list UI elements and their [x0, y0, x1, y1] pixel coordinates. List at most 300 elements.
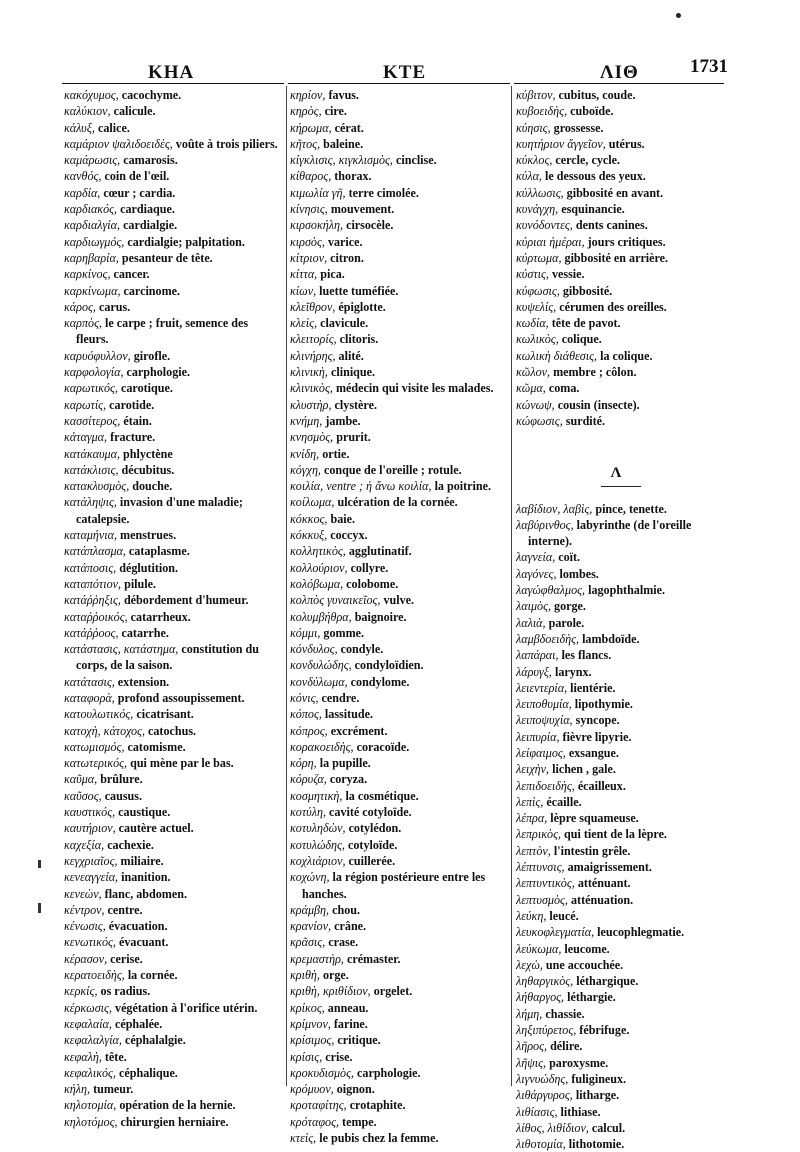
french-gloss: gomme. [323, 625, 365, 640]
greek-term: κατάῤῥηξις, [64, 593, 121, 608]
greek-term: κύλλωσις, [516, 185, 564, 200]
french-gloss: évacuation. [108, 919, 168, 934]
greek-term: ληθαργικὸς, [516, 974, 574, 989]
greek-term: καχεξία, [64, 837, 105, 852]
french-gloss: calice. [97, 120, 130, 135]
glossary-entry [290, 217, 508, 233]
glossary-entry [290, 1065, 508, 1081]
french-gloss: condyloïdien. [354, 658, 424, 673]
greek-term: κατάῤῥοος, [64, 625, 119, 640]
french-gloss: le carpe ; fruit, semence des fleurs. [76, 316, 249, 347]
greek-term: κατωτερικός, [64, 756, 128, 771]
greek-term: κῶμα, [516, 381, 546, 396]
glossary-entry [64, 478, 282, 494]
greek-term: κτεὶς, [290, 1131, 317, 1145]
greek-term: κολπὸς γυναικεῖος, [290, 593, 381, 608]
greek-term: κλινικὴ, [290, 365, 328, 380]
french-gloss: litharge. [575, 1088, 620, 1103]
french-gloss: opération de la hernie. [119, 1098, 236, 1113]
french-gloss: coryza. [329, 772, 368, 787]
glossary-entry [64, 283, 282, 299]
greek-term: κάταγμα, [64, 430, 108, 445]
glossary-entry [516, 1136, 726, 1152]
french-gloss: gibbosité en arrière. [564, 250, 669, 265]
glossary-entry [516, 680, 726, 696]
greek-term: καταμήνια, [64, 528, 117, 543]
greek-term: κυνόδοντες, [516, 218, 573, 233]
glossary-entry [64, 152, 282, 168]
glossary-entry [516, 908, 726, 924]
french-gloss: excrément. [330, 723, 388, 738]
greek-term: λιθίασις, [516, 1104, 558, 1119]
french-gloss: pince, tenette. [595, 501, 667, 516]
french-gloss: douche. [132, 479, 173, 494]
glossary-entry [516, 380, 726, 396]
french-gloss: tumeur. [93, 1082, 134, 1097]
french-gloss: la cosmétique. [345, 788, 419, 803]
glossary-entry [516, 185, 726, 201]
glossary-entry [290, 250, 508, 266]
french-gloss: crâne. [334, 919, 367, 934]
french-gloss: labyrinthe (de l'oreille interne). [528, 517, 692, 549]
french-gloss: syncope. [575, 713, 620, 728]
french-gloss: extension. [117, 674, 170, 689]
french-gloss: léthargie. [567, 990, 616, 1005]
glossary-entry [290, 299, 508, 315]
greek-term: κατάπλασμα, [64, 544, 126, 559]
glossary-entry [64, 429, 282, 445]
greek-term: κατωμισμός, [64, 739, 125, 754]
french-gloss: calicule. [113, 104, 156, 119]
glossary-entry [64, 641, 282, 674]
french-gloss: coccyx. [330, 528, 368, 543]
header-rule [62, 83, 284, 84]
french-gloss: coït. [558, 550, 581, 565]
glossary-entry [516, 1055, 726, 1071]
running-head-middle: ΚΤΕ [383, 62, 427, 83]
greek-term: κοσμητικὴ, [290, 788, 343, 803]
french-gloss: gibbosité en avant. [566, 185, 664, 200]
glossary-entry [290, 103, 508, 119]
french-gloss: ortie. [322, 446, 350, 461]
french-gloss: cendre. [321, 690, 360, 705]
french-gloss: décubitus. [121, 462, 175, 477]
french-gloss: ulcération de la cornée. [337, 495, 458, 510]
glossary-entry [64, 1049, 282, 1065]
greek-term: λειποψυχία, [516, 713, 573, 728]
glossary-entry [516, 745, 726, 761]
french-gloss: cavité cotyloïde. [329, 805, 412, 820]
glossary-entry [290, 87, 508, 103]
greek-term: κλειτορίς, [290, 332, 337, 347]
greek-term: λιγνυώδης, [516, 1071, 569, 1086]
french-gloss: catomisme. [127, 739, 186, 754]
french-gloss: chou. [332, 902, 360, 917]
greek-term: καρωτικός, [64, 381, 118, 396]
glossary-entry [516, 761, 726, 777]
page-number: 1731 [690, 56, 728, 77]
column-divider [286, 86, 287, 1086]
glossary-entry [64, 706, 282, 722]
greek-term: λαγόνες, [516, 566, 557, 581]
glossary-entry [516, 1120, 726, 1136]
greek-term: λεπτὸν, [516, 843, 551, 858]
greek-term: κόνδυλος, [290, 642, 338, 657]
glossary-entry [290, 902, 508, 918]
french-gloss: pica. [320, 267, 345, 282]
greek-term: λεπτυντικὸς, [516, 876, 575, 891]
french-gloss: lassitude. [324, 707, 373, 722]
glossary-entry [516, 413, 726, 429]
greek-term: καῦμα, [64, 772, 98, 787]
french-gloss: collyre. [350, 560, 389, 575]
greek-term: λιθάργυρος, [516, 1088, 573, 1103]
glossary-entry [516, 712, 726, 728]
glossary-entry [64, 1065, 282, 1081]
greek-term: κώνωψ, [516, 397, 555, 412]
french-gloss: cicatrisant. [136, 707, 194, 722]
french-gloss: agglutinatif. [348, 544, 412, 559]
glossary-entry [290, 1097, 508, 1113]
french-gloss: léthargique. [576, 974, 639, 989]
greek-term: κρόμυον, [290, 1082, 334, 1097]
greek-term: κιμωλία γῆ, [290, 185, 346, 200]
glossary-entry [290, 983, 508, 999]
french-gloss: pesanteur de tête. [121, 250, 213, 265]
glossary-entry [290, 494, 508, 510]
greek-term: λεύκωμα, [516, 941, 562, 956]
glossary-entry [64, 771, 282, 787]
glossary-entry [64, 348, 282, 364]
french-gloss: lèpre squameuse. [550, 811, 639, 826]
greek-term: κοχλιάριον, [290, 853, 346, 868]
french-gloss: cérumen des oreilles. [559, 299, 667, 314]
glossary-entry [516, 989, 726, 1005]
french-gloss: crémaster. [346, 951, 401, 966]
greek-term: λαιμὸς, [516, 599, 551, 614]
glossary-entry [290, 967, 508, 983]
french-gloss: tête. [104, 1049, 127, 1064]
glossary-entry [290, 723, 508, 739]
glossary-entry [516, 217, 726, 233]
french-gloss: une accouchée. [545, 957, 624, 972]
greek-term: κυψελίς, [516, 299, 557, 314]
french-gloss: cousin (insecte). [557, 397, 640, 412]
glossary-entry [64, 87, 282, 103]
french-gloss: cardiaque. [120, 202, 175, 217]
french-gloss: cotyloïde. [348, 837, 398, 852]
glossary-entry [290, 951, 508, 967]
french-gloss: esquinancie. [561, 202, 625, 217]
glossary-entry [64, 380, 282, 396]
french-gloss: atténuation. [571, 892, 634, 907]
french-gloss: cardialgie. [123, 218, 178, 233]
entries-lambda [516, 501, 726, 1152]
french-gloss: catarrhe. [121, 625, 169, 640]
french-gloss: camarosis. [123, 153, 178, 168]
french-gloss: cotylédon. [348, 821, 402, 836]
french-gloss: coma. [548, 381, 580, 396]
greek-term: λειποθυμία, [516, 697, 572, 712]
glossary-entry [290, 625, 508, 641]
glossary-entry [290, 364, 508, 380]
glossary-entry [516, 103, 726, 119]
french-gloss: cerise. [110, 951, 143, 966]
greek-term: κήλη, [64, 1082, 91, 1097]
glossary-entry [290, 283, 508, 299]
greek-term: καμάριον ψαλιδοειδὲς, [64, 136, 173, 151]
greek-term: κολλούριον, [290, 560, 348, 575]
greek-term: κεφαλὴ, [64, 1049, 102, 1064]
glossary-entry [516, 201, 726, 217]
french-gloss: épiglotte. [338, 299, 386, 314]
greek-term: κατάληψις, [64, 495, 117, 510]
glossary-entry [290, 380, 508, 396]
french-gloss: médecin qui visite les malades. [335, 381, 494, 396]
french-gloss: végétation à l'orifice utérin. [115, 1000, 258, 1015]
french-gloss: larynx. [554, 664, 592, 679]
greek-term: κόκκυξ, [290, 528, 328, 543]
glossary-entry [64, 886, 282, 902]
glossary-entry [64, 103, 282, 119]
greek-term: καρωτίς, [64, 397, 107, 412]
french-gloss: caustique. [118, 805, 171, 820]
greek-term: κρανίον, [290, 919, 332, 934]
glossary-entry [290, 641, 508, 657]
greek-term: λίθος, λιθίδιον, [516, 1120, 589, 1135]
greek-term: κατοχὴ, κάτοχος, [64, 723, 145, 738]
greek-term: κόρυζα, [290, 772, 327, 787]
glossary-entry [64, 755, 282, 771]
greek-term: κρίσις, [290, 1049, 323, 1064]
french-gloss: leucé. [549, 908, 579, 923]
french-gloss: chirurgien herniaire. [120, 1114, 229, 1129]
glossary-entry [64, 266, 282, 282]
greek-term: κλυστὴρ, [290, 397, 332, 412]
glossary-entry [516, 501, 726, 517]
glossary-entry [516, 348, 726, 364]
greek-term: κολλητικὸς, [290, 544, 346, 559]
greek-term: κόρη, [290, 756, 317, 771]
glossary-entry [516, 941, 726, 957]
glossary-entry [64, 853, 282, 869]
french-gloss: crotaphite. [349, 1098, 406, 1113]
french-gloss: lombes. [559, 566, 599, 581]
french-gloss: cancer. [113, 267, 150, 282]
french-gloss: colobome. [346, 576, 399, 591]
glossary-entry [64, 413, 282, 429]
french-gloss: surdité. [565, 413, 606, 428]
glossary-entry [516, 266, 726, 282]
glossary-entry [290, 934, 508, 950]
greek-term: κίων, [290, 283, 317, 298]
glossary-entry [64, 185, 282, 201]
french-gloss: baie. [330, 511, 356, 526]
greek-term: κοίλωμα, [290, 495, 335, 510]
glossary-entry [64, 315, 282, 348]
glossary-entry [64, 869, 282, 885]
greek-term: λευκοφλεγματία, [516, 925, 595, 940]
glossary-entry [64, 299, 282, 315]
french-gloss: la poitrine. [434, 479, 491, 494]
greek-term: κενεαγγεία, [64, 870, 119, 885]
french-gloss: citron. [330, 250, 364, 265]
greek-term: καρηβαρία, [64, 250, 119, 265]
glossary-entry [290, 690, 508, 706]
glossary-entry [64, 983, 282, 999]
french-gloss: lichen , gale. [552, 762, 616, 777]
french-gloss: carphologie. [126, 365, 191, 380]
greek-term: λέπτυνσις, [516, 860, 565, 875]
greek-term: καλύκιον, [64, 104, 111, 119]
glossary-entry [516, 826, 726, 842]
greek-term: κνήμη, [290, 413, 323, 428]
glossary-entry [64, 1016, 282, 1032]
glossary-entry [516, 924, 726, 940]
greek-term: κέρκωσις, [64, 1000, 112, 1015]
entries-kappa [516, 87, 726, 429]
glossary-entry [290, 853, 508, 869]
glossary-entry [290, 1032, 508, 1048]
french-gloss: voûte à trois piliers. [175, 136, 278, 151]
french-gloss: clinique. [331, 365, 376, 380]
french-gloss: écaille. [546, 794, 582, 809]
french-gloss: favus. [328, 88, 360, 102]
glossary-entry [516, 615, 726, 631]
greek-term: κόπος, [290, 707, 322, 722]
french-gloss: lithiase. [560, 1104, 601, 1119]
french-gloss: lambdoïde. [582, 631, 640, 646]
greek-term: κεγχριαῖος, [64, 853, 118, 868]
french-gloss: coracoïde. [356, 739, 410, 754]
glossary-entry [64, 543, 282, 559]
glossary-entry [516, 973, 726, 989]
glossary-entry [290, 234, 508, 250]
french-gloss: miliaire. [120, 853, 164, 868]
glossary-entry [290, 820, 508, 836]
margin-mark [38, 860, 41, 868]
glossary-entry [290, 755, 508, 771]
glossary-entry [290, 739, 508, 755]
greek-term: κήρωμα, [290, 120, 332, 135]
greek-term: κλινικὸς, [290, 381, 333, 396]
french-gloss: clavicule. [320, 316, 369, 331]
glossary-entry [290, 266, 508, 282]
greek-term: λαβίδιον, λαβὶς, [516, 501, 593, 516]
french-gloss: la région postérieure entre les hanches. [302, 870, 486, 901]
glossary-entry [516, 331, 726, 347]
french-gloss: paroxysme. [549, 1055, 609, 1070]
greek-term: καρδιαλγία, [64, 218, 121, 233]
greek-term: λεπὶς, [516, 794, 544, 809]
french-gloss: cubitus, coude. [558, 88, 636, 102]
glossary-entry [516, 549, 726, 565]
french-gloss: cérat. [334, 120, 364, 135]
french-gloss: condylome. [350, 674, 410, 689]
greek-term: λιθοτομία, [516, 1137, 566, 1152]
greek-term: λειχὴν, [516, 762, 550, 777]
greek-term: κλινήρης, [290, 348, 336, 363]
french-gloss: cirsocèle. [346, 218, 394, 233]
greek-term: κενωτικός, [64, 935, 116, 950]
greek-term: κάλυξ, [64, 120, 95, 135]
glossary-entry [290, 1016, 508, 1032]
glossary-entry [516, 1038, 726, 1054]
greek-term: κοιλία, ventre ; ἡ ἄνω κοιλία, [290, 479, 432, 494]
greek-term: κηλοτομία, [64, 1098, 117, 1113]
french-gloss: déglutition. [119, 560, 179, 575]
french-gloss: alité. [338, 348, 364, 363]
greek-term: κύρτωμα, [516, 250, 562, 265]
glossary-entry [516, 234, 726, 250]
french-gloss: baignoire. [354, 609, 407, 624]
glossary-entry [64, 494, 282, 527]
glossary-entry [516, 1104, 726, 1120]
glossary-entry [290, 429, 508, 445]
greek-term: καρδία, [64, 185, 101, 200]
greek-term: λαμβδοειδὴς, [516, 631, 580, 646]
greek-term: κίττα, [290, 267, 318, 282]
greek-term: κέντρον, [64, 902, 105, 917]
glossary-entry [516, 136, 726, 152]
french-gloss: la cornée. [127, 968, 178, 983]
glossary-entry [64, 250, 282, 266]
french-gloss: jours critiques. [587, 234, 666, 249]
glossary-entry [64, 674, 282, 690]
glossary-entry [516, 152, 726, 168]
greek-term: κατάτασις, [64, 674, 115, 689]
glossary-entry [290, 462, 508, 478]
greek-term: κονδύλωμα, [290, 674, 348, 689]
french-gloss: brûlure. [100, 772, 143, 787]
greek-term: λαλιὰ, [516, 615, 546, 630]
greek-term: κέρασον, [64, 951, 108, 966]
french-gloss: coin de l'œil. [104, 169, 170, 184]
french-gloss: calcul. [591, 1120, 626, 1135]
glossary-entry [516, 566, 726, 582]
glossary-entry [516, 843, 726, 859]
glossary-column-2 [290, 87, 508, 1146]
greek-term: λεπιδοειδὴς, [516, 778, 575, 793]
greek-term: λαγώφθαλμος, [516, 583, 586, 598]
french-gloss: thorax. [334, 169, 372, 184]
french-gloss: orgelet. [373, 984, 413, 999]
greek-term: κενεὼν, [64, 886, 102, 901]
greek-term: λεπτυσμὸς, [516, 892, 568, 907]
greek-term: κηρὸς, [290, 104, 322, 119]
glossary-entry [290, 168, 508, 184]
greek-term: λήθαργος, [516, 990, 565, 1005]
french-gloss: lithotomie. [568, 1137, 625, 1152]
french-gloss: céphalalgie. [124, 1033, 186, 1048]
french-gloss: constitution du corps, de la saison. [76, 642, 259, 673]
greek-term: κονδυλώδης, [290, 658, 352, 673]
glossary-entry [516, 364, 726, 380]
greek-term: λεχὼ, [516, 957, 543, 972]
french-gloss: catochus. [148, 723, 197, 738]
glossary-entry [516, 517, 726, 550]
french-gloss: carphologie. [357, 1065, 421, 1080]
glossary-entry [64, 136, 282, 152]
french-gloss: catarrheux. [130, 609, 191, 624]
column-divider [511, 86, 512, 1086]
greek-term: κίνησις, [290, 202, 328, 217]
french-gloss: le pubis chez la femme. [319, 1131, 439, 1145]
glossary-entry [290, 1081, 508, 1097]
glossary-entry [64, 804, 282, 820]
glossary-entry [64, 951, 282, 967]
greek-term: ληξιπύρετος, [516, 1023, 577, 1038]
